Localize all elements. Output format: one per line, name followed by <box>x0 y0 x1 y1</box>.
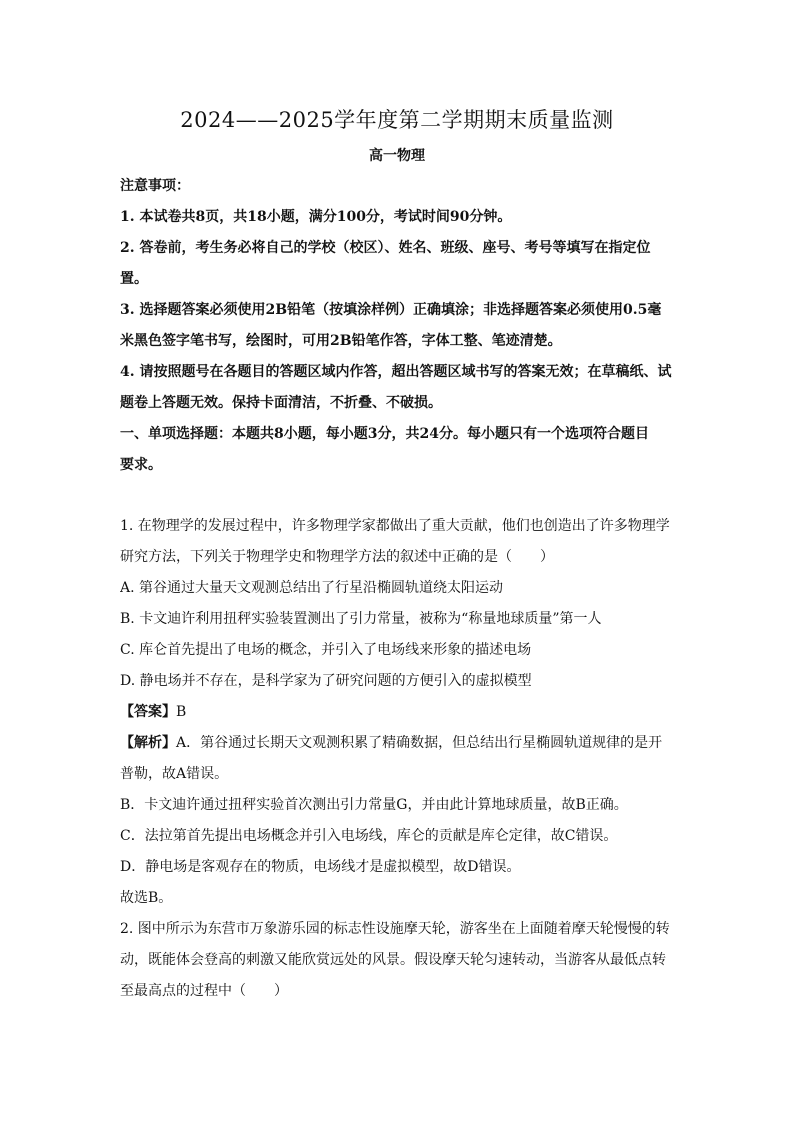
section-heading-line-1: 一、单项选择题：本题共8小题，每小题3分，共24分。每小题只有一个选项符合题目 <box>120 426 649 442</box>
question-1-analysis-b: B．卡文迪许通过扭秤实验首次测出引力常量G，并由此计算地球质量，故B正确。 <box>120 797 628 813</box>
exam-title: 2024——2025学年度第二学期期末质量监测 <box>180 108 614 132</box>
question-1-option-d: D. 静电场并不存在，是科学家为了研究问题的方便引入的虚拟模型 <box>120 673 532 689</box>
question-2-stem-line-3: 至最高点的过程中（ ） <box>120 983 288 999</box>
notice-item-3-line-2: 米黑色签字笔书写，绘图时，可用2B铅笔作答，字体工整、笔迹清楚。 <box>120 333 562 349</box>
notice-item-2-line-1: 2. 答卷前，考生务必将自己的学校（校区）、姓名、班级、座号、考号等填写在指定位 <box>120 240 651 256</box>
analysis-tag: 【解析】 <box>120 735 176 751</box>
question-1-analysis-line-1 <box>120 733 680 753</box>
question-2-stem-line-2: 动，既能体会登高的刺激又能欣赏远处的风景。假设摩天轮匀速转动，当游客从最低点转 <box>120 952 666 968</box>
answer-tag: 【答案】 <box>120 704 176 720</box>
notice-item-1: 1. 本试卷共8页，共18小题，满分100分，考试时间90分钟。 <box>120 209 512 225</box>
question-1-answer <box>120 702 680 722</box>
question-1-conclusion: 故选B。 <box>120 890 173 906</box>
question-1-stem-line-2: 研究方法，下列关于物理学史和物理学方法的叙述中正确的是（ ） <box>120 549 554 565</box>
notice-item-4-line-1: 4. 请按照题号在各题目的答题区域内作答，超出答题区域书写的答案无效；在草稿纸、试 <box>120 364 672 380</box>
question-1-analysis-d: D．静电场是客观存在的物质，电场线才是虚拟模型，故D错误。 <box>120 859 521 875</box>
question-2-stem-line-1: 2. 图中所示为东营市万象游乐园的标志性设施摩天轮，游客坐在上面随着摩天轮慢慢的转 <box>120 921 670 937</box>
notice-item-4-line-2: 题卷上答题无效。保持卡面清洁，不折叠、不破损。 <box>120 395 442 411</box>
notice-item-3-line-1: 3. 选择题答案必须使用2B铅笔（按填涂样例）正确填涂；非选择题答案必须使用0.5毫 <box>120 302 662 318</box>
question-1-analysis-c: C．法拉第首先提出电场概念并引入电场线，库仑的贡献是库仑定律，故C错误。 <box>120 828 618 844</box>
section-heading-line-2: 要求。 <box>120 457 162 473</box>
notice-item-2-line-2: 置。 <box>120 271 148 287</box>
question-1-stem-line-1: 1. 在物理学的发展过程中，许多物理学家都做出了重大贡献，他们也创造出了许多物理学 <box>120 518 670 534</box>
answer-value: B <box>176 704 187 720</box>
question-1-option-c: C. 库仑首先提出了电场的概念，并引入了电场线来形象的描述电场 <box>120 642 532 658</box>
question-1-option-a: A. 第谷通过大量天文观测总结出了行星沿椭圆轨道绕太阳运动 <box>120 580 504 596</box>
question-1-option-b: B. 卡文迪许利用扭秤实验装置测出了引力常量，被称为“称量地球质量”第一人 <box>120 611 602 627</box>
question-1-analysis-line-2: 普勒，故A错误。 <box>120 766 229 782</box>
analysis-a-text: A．第谷通过长期天文观测积累了精确数据，但总结出行星椭圆轨道规律的是开 <box>176 735 663 751</box>
notice-heading: 注意事项： <box>120 178 190 194</box>
exam-subject: 高一物理 <box>369 148 425 164</box>
